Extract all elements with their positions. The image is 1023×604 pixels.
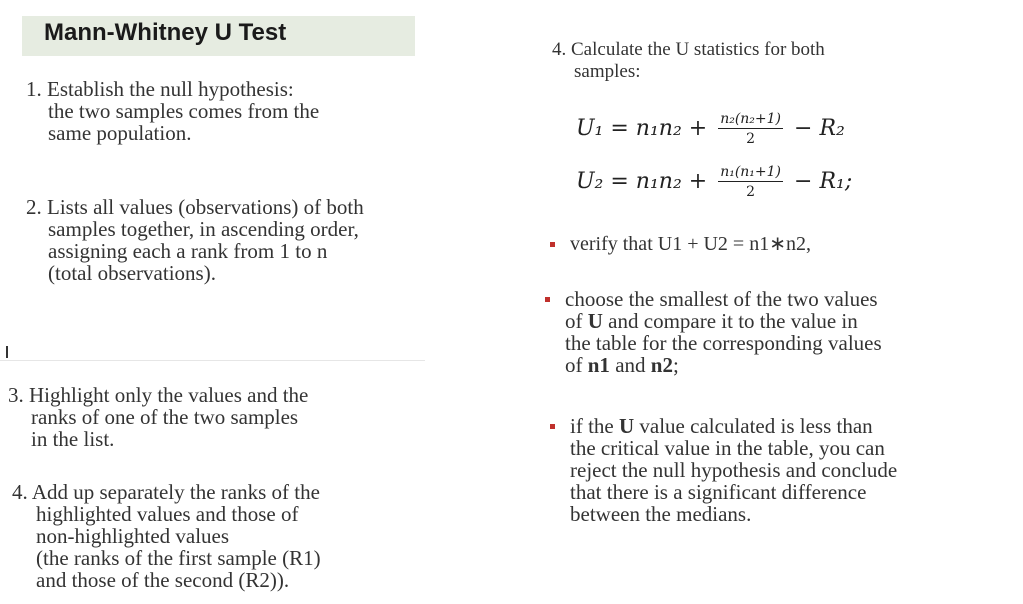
- formula-u1: [576, 111, 845, 147]
- divider: [0, 360, 425, 361]
- step2-line: assigning each a rank from 1 to n: [48, 239, 328, 263]
- bullet3-bold-u: U: [618, 414, 635, 438]
- formula-u1-lhs: U₁ = n₁n₂ +: [576, 116, 708, 141]
- step3-line: ranks of one of the two samples: [31, 405, 299, 429]
- bullet-icon: [545, 297, 550, 302]
- step4-left-block: [12, 481, 321, 591]
- formula-u1-denominator: 2: [746, 131, 756, 147]
- bullet3-line: [570, 415, 897, 437]
- bullet2-bold-u: U: [587, 309, 603, 333]
- step3-line: 3. Highlight only the values and the: [8, 383, 309, 407]
- step1-block: [26, 78, 319, 144]
- bullet2-line: the table for the corresponding values: [565, 331, 882, 355]
- step2-block: [26, 196, 364, 284]
- step1-line: the two samples comes from the: [48, 99, 320, 123]
- bullet3-block: [570, 415, 897, 525]
- bullet2-text: and compare it to the value in: [602, 309, 858, 333]
- formula-u1-rhs: − R₂: [794, 116, 845, 141]
- bullet3-line: reject the null hypothesis and conclude: [570, 458, 898, 482]
- bullet3-text: value calculated is less than: [634, 414, 873, 438]
- bullet1-text: verify that U1 + U2 = n1∗n2,: [570, 233, 811, 255]
- bullet2-line: [565, 310, 882, 332]
- bullet2-line: [565, 354, 882, 376]
- formula-u2-fraction: [718, 164, 783, 200]
- bullet2-text: and: [609, 353, 651, 377]
- step4-left-line: (the ranks of the first sample (R1): [36, 546, 321, 570]
- bullet3-line: between the medians.: [570, 502, 752, 526]
- bullet-icon: [550, 424, 555, 429]
- formula-u2-rhs: − R₁;: [794, 169, 853, 194]
- bullet2-text: of: [565, 309, 588, 333]
- formula-u2: [576, 164, 852, 200]
- step4-left-line: 4. Add up separately the ranks of the: [12, 480, 320, 504]
- bullet-icon: [550, 242, 555, 247]
- step3-block: [8, 384, 308, 450]
- step4-right-line: samples:: [574, 61, 641, 82]
- bullet3-line: that there is a significant difference: [570, 480, 867, 504]
- step2-line: (total observations).: [48, 261, 216, 285]
- step1-line: 1. Establish the null hypothesis:: [26, 77, 294, 101]
- page-title: Mann-Whitney U Test: [44, 19, 287, 46]
- formula-u2-lhs: U₂ = n₁n₂ +: [576, 169, 708, 194]
- step1-line: same population.: [48, 121, 192, 145]
- formula-u2-denominator: 2: [746, 184, 756, 200]
- step4-left-line: non-highlighted values: [36, 524, 230, 548]
- step4-left-line: highlighted values and those of: [36, 502, 299, 526]
- slide-marker: [6, 346, 8, 358]
- formula-u2-numerator: n₁(n₁+1): [720, 164, 782, 180]
- step3-line: in the list.: [31, 427, 115, 451]
- formula-u1-fraction: [718, 111, 783, 147]
- bullet2-text: ;: [672, 353, 679, 377]
- step2-line: samples together, in ascending order,: [48, 217, 359, 241]
- bullet2-bold-n2: n2: [650, 353, 673, 377]
- bullet2-block: [565, 288, 882, 376]
- step4-right-line: 4. Calculate the U statistics for both: [552, 39, 825, 60]
- bullet3-line: the critical value in the table, you can: [570, 436, 885, 460]
- formula-u1-numerator: n₂(n₂+1): [720, 111, 782, 127]
- step2-line: 2. Lists all values (observations) of both: [26, 195, 364, 219]
- bullet2-line: choose the smallest of the two values: [565, 287, 878, 311]
- step4-right-block: [552, 39, 825, 83]
- bullet2-text: of: [565, 353, 588, 377]
- bullet3-text: if the: [570, 414, 619, 438]
- step4-left-line: and those of the second (R2)).: [36, 568, 290, 592]
- bullet2-bold-n1: n1: [587, 353, 610, 377]
